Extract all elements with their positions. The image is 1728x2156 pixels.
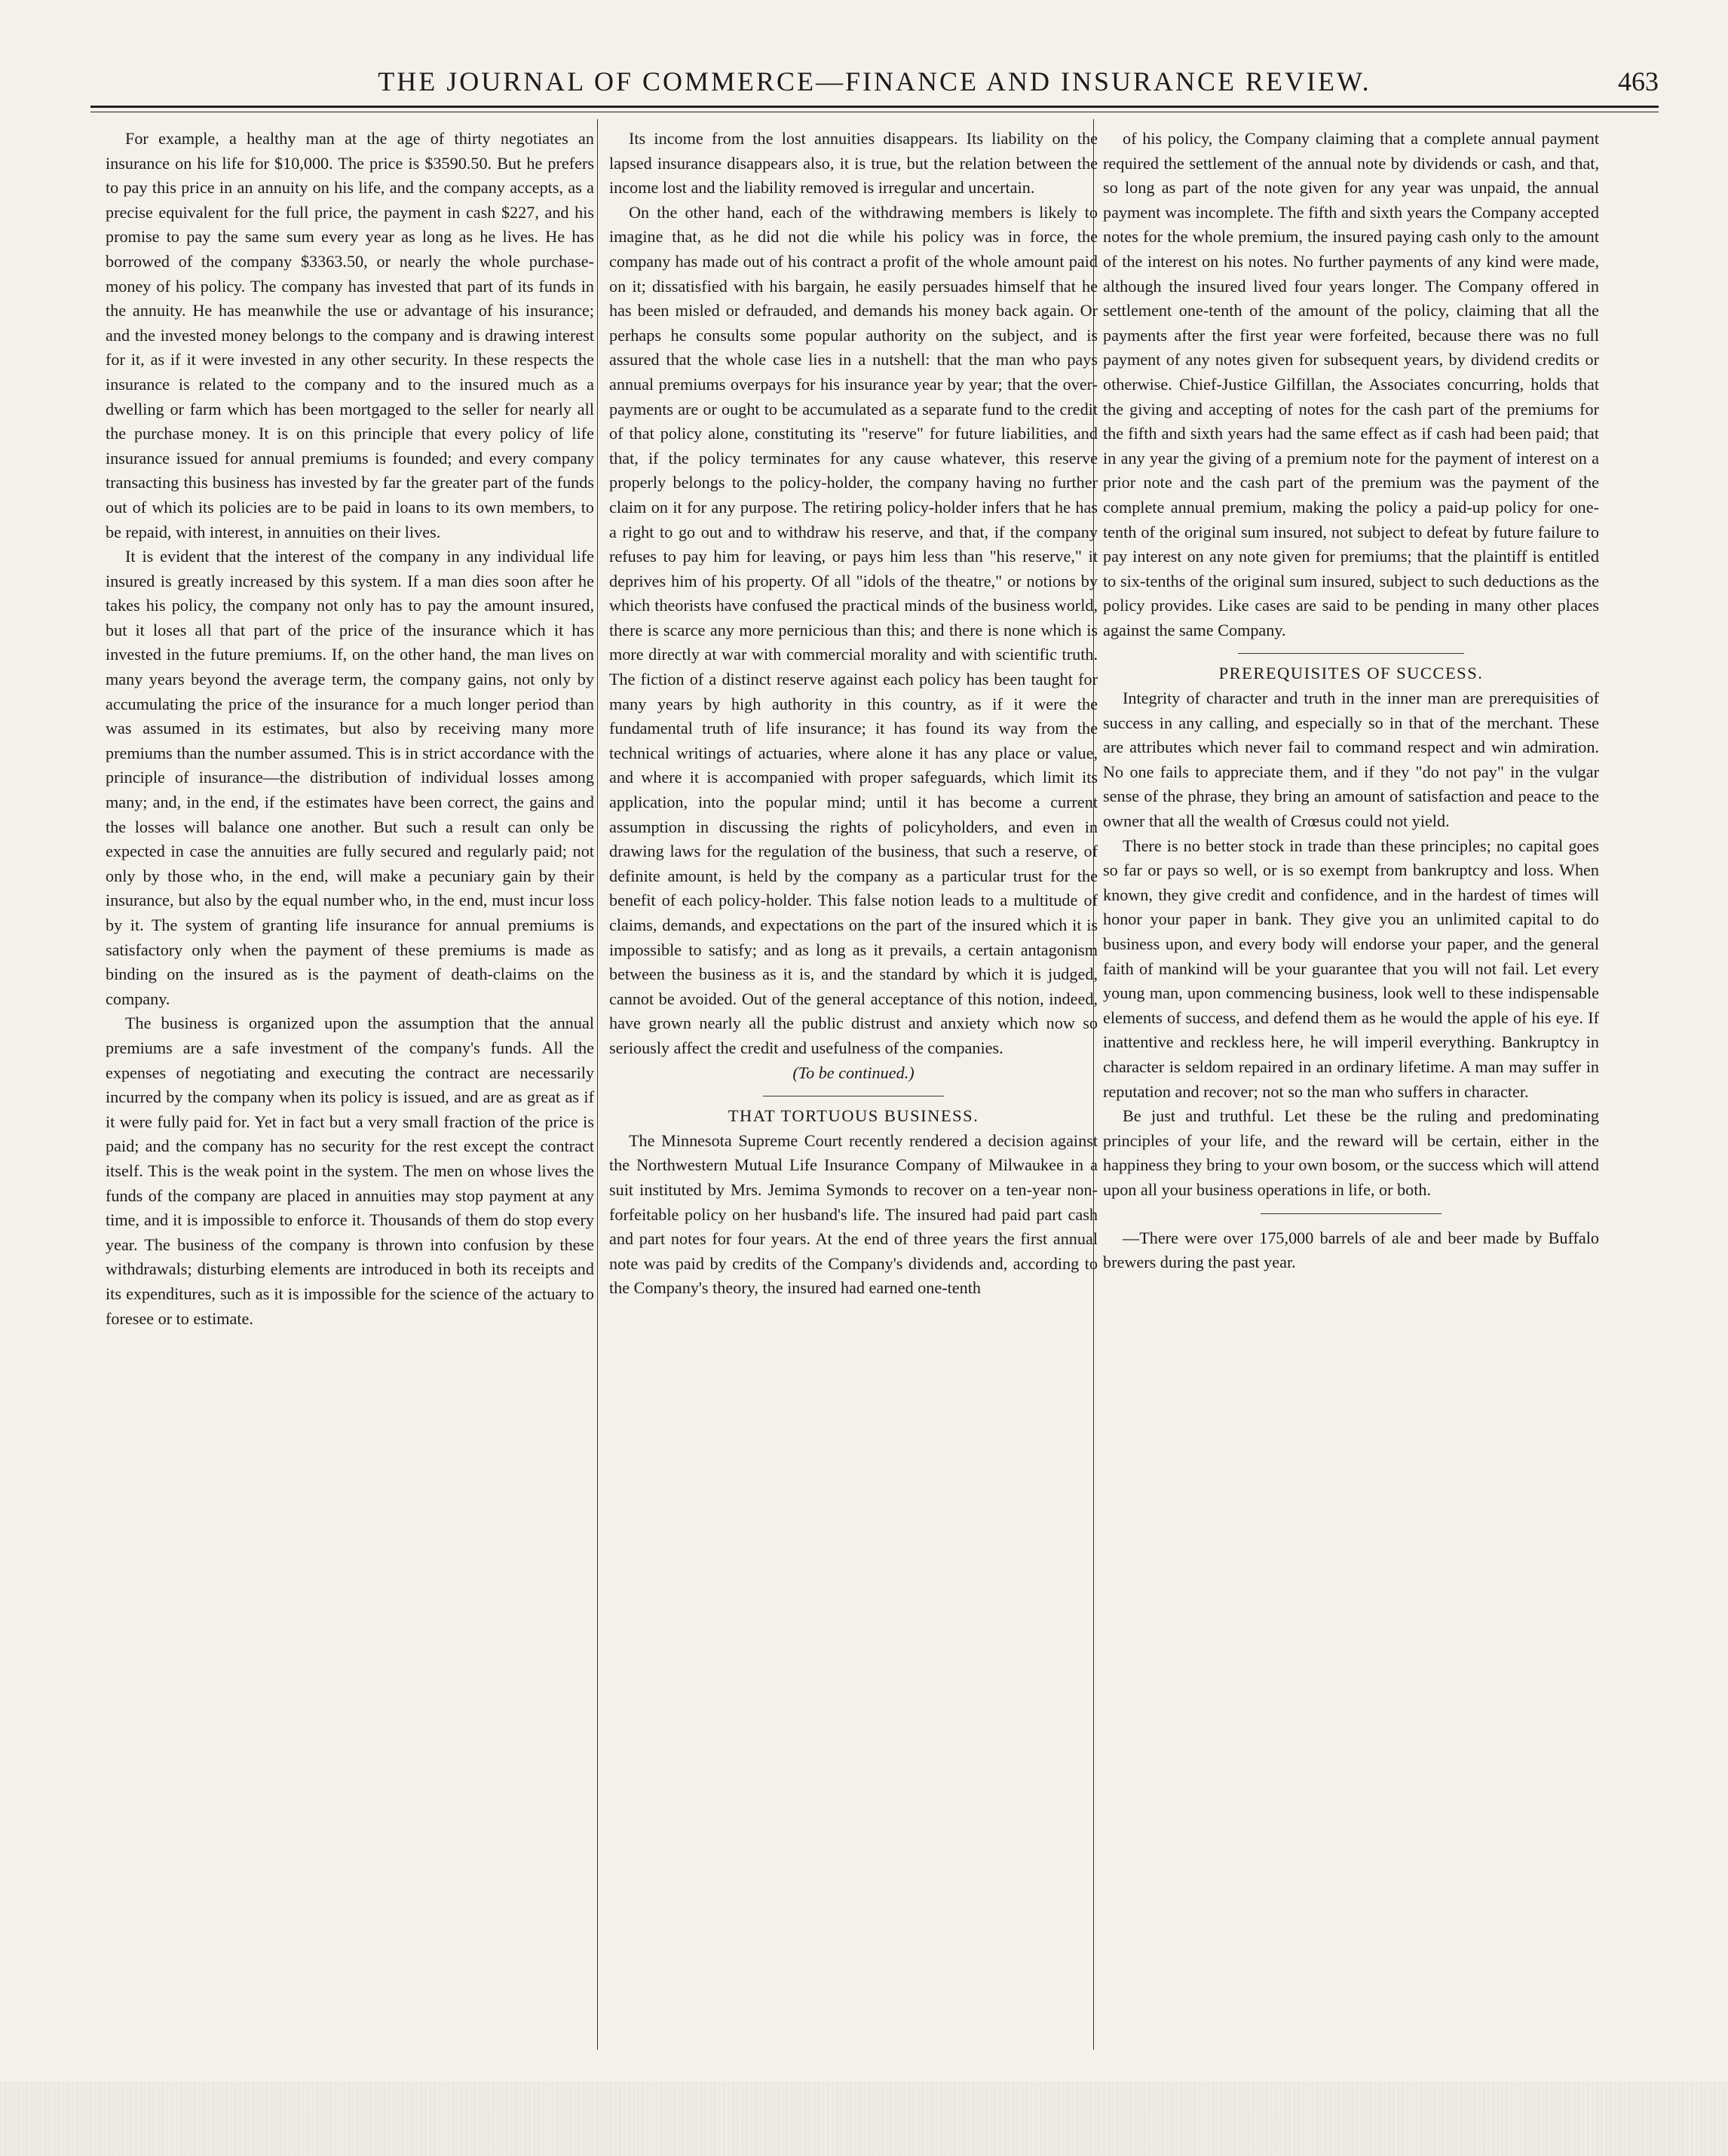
section-title-tortuous-business: THAT TORTUOUS BUSINESS. (728, 1106, 979, 1126)
header-rule (90, 106, 1659, 108)
to-be-continued: (To be continued.) (792, 1063, 915, 1082)
page-number: 463 (1618, 66, 1659, 97)
article-paragraph: The business is organized upon the assumption that the annual premiums are a safe investment of the company's funds. All the expenses of negotiating and executing the contract are necessarily incurred by the company when its policy is issued, and are as great as if it were fully paid for. Yet in fact but a very small fraction of the price is paid; and the company has no security for the rest except the contract itself. This is the weak point in the system. The men on whose lives the funds of the company are placed in annuities may stop payment at any time, and it is impossible to enforce it. Thousands of them do stop every year. The business of the company is thrown into confusion by these withdrawals; disturbing elements are introduced in both its receipts and its expenditures, such as it is impossible for the science of the actuary to foresee or to estimate. (106, 1014, 594, 1328)
section-title-prerequisites: PREREQUISITES OF SUCCESS. (1218, 664, 1484, 683)
column-1 (106, 127, 594, 2046)
article-paragraph: of his policy, the Company claiming that a complete annual payment required the settlement of the annual note by dividends or cash, and that, so long as part of the note given for any year was unpaid, the annual payment was incomplete. The fifth and sixth years the Company accepted notes for the whole premium, the insured paying cash only to the amount of the interest on his notes. No further payments of any kind were made, although the insured lived four years longer. The Company offered in settlement one-tenth of the amount of the policy, claiming that all the payments after the first year were forfeited, because there was no full payment of any notes given for subsequent years, by dividend credits or otherwise. Chief-Justice Gilfillan, the Associates concurring, holds that the giving and accepting of notes for the cash part of the premiums for the fifth and sixth years had the same effect as if cash had been paid; that in any year the giving of a premium note for the payment of interest on a prior note and the cash part of the premium was the payment of the complete annual premium, making the policy a paid-up policy for one-tenth of the original sum insured, not subject to defeat by future failure to pay interest on any note given for premiums; that the plaintiff is entitled to six-tenths of the original sum insured, subject to such deductions as the policy provides. Like cases are said to be pending in many other places against the same Company. (1103, 129, 1599, 639)
article-paragraph: Integrity of character and truth in the inner man are prerequisities of success in any calling, and especially so in that of the merchant. These are attributes which never fail to command respect and win admiration. No one fails to appreciate them, and if they "do not pay" in the vulgar sense of the phrase, they bring an amount of satisfaction and peace to the owner that all the wealth of Crœsus could not yield. (1103, 689, 1599, 831)
article-paragraph: Its income from the lost annuities disappears. Its liability on the lapsed insurance disappears also, it is true, but the relation between the income lost and the liability removed is irregular and uncertain. (609, 129, 1098, 198)
column-divider-1 (597, 119, 598, 2050)
article-paragraph: On the other hand, each of the withdrawing members is likely to imagine that, as he did not die while his policy was in force, the company has made out of his contract a profit of the whole amount paid on it; dissatisfied with his bargain, he easily persuades himself that he has been misled or defrauded, and demands his money back again. Or perhaps he consults some popular authority on the subject, and is assured that the whole case lies in a nutshell: that the man who pays annual premiums overpays for his insurance year by year; that the over-payments are or ought to be accumulated as a separate fund to the credit of that policy alone, constituting its "reserve" for future liabilities, and that, if the policy terminates for any cause whatever, this reserve properly belongs to the policy-holder, the company having no further claim on it for any purpose. The retiring policy-holder infers that he has a right to go out and to withdraw his reserve, and that, if the company refuses to pay him for leaving, or pays him less than "his reserve," it deprives him of his property. Of all "idols of the theatre," or notions by which theorists have confused the practical minds of the business world, there is scarce any more pernicious than this; and there is none which is more directly at war with commercial morality and with scientific truth. The fiction of a distinct reserve against each policy has been taught for many years by high authority in this country, as if it were the fundamental truth of life insurance; it has found its way from the technical writings of actuaries, where alone it has any place or value, and where it is accompanied with proper safeguards, which limit its application, into the popular mind; until it has become a current assumption in discussing the rights of policyholders, and even in drawing laws for the regulation of the business, that such a reserve, of definite amount, is held by the company as a particular trust for the benefit of each policy-holder. This false notion leads to a multitude of claims, demands, and expectations on the part of the insured which it is impossible to satisfy; and as long as it prevails, a certain antagonism between the business as it is, and the standard by which it is judged, cannot be avoided. Out of the general acceptance of this notion, indeed, have grown nearly all the public distrust and anxiety which now so seriously affect the credit and usefulness of the companies. (609, 202, 1098, 1057)
running-head: THE JOURNAL OF COMMERCE—FINANCE AND INSURANCE REVIEW. (378, 66, 1371, 97)
article-paragraph: Be just and truthful. Let these be the ruling and predominating principles of your life, and the reward will be certain, either in the happiness they bring to your own bosom, or the success which will attend upon all your business operations in life, or both. (1103, 1106, 1599, 1199)
section-rule (1261, 1213, 1442, 1214)
column-3 (1103, 127, 1599, 2046)
page-header (90, 59, 1659, 106)
section-rule (1238, 653, 1464, 654)
news-note: —There were over 175,000 barrels of ale and beer made by Buffalo brewers during the past year. (1103, 1228, 1599, 1272)
paper-edge-texture (0, 2081, 1728, 2156)
article-paragraph: There is no better stock in trade than these principles; no capital goes so far or pays so well, or is so exempt from bankruptcy and loss. When known, they give credit and confidence, and in the hardest of times will honor your paper in bank. They give you an unlimited capital to do business upon, and every body will endorse your paper, and the general faith of mankind will be your guarantee that you will not fail. Let every young man, upon commencing business, look well to these indispensable elements of success, and defend them as he would the apple of his eye. If inattentive and reckless here, he will imperil everything. Bankruptcy in character is seldom repaired in an ordinary lifetime. A man may suffer in reputation and recover; not so the man who suffers in character. (1103, 836, 1599, 1101)
article-paragraph: It is evident that the interest of the company in any individual life insured is greatly increased by this system. If a man dies soon after he takes his policy, the company not only has to pay the amount insured, but it loses all that part of the price of the insurance which it has invested in the future premiums. If, on the other hand, the man lives on many years beyond the average term, the company gains, not only by accumulating the price of the insurance for a much longer period than was assumed in its estimates, but also by receiving many more premiums than the number assumed. This is in strict accordance with the principle of insurance—the distribution of individual losses among many; and, in the end, if the estimates have been correct, the gains and the losses will balance one another. But such a result can only be expected in case the annuities are fully secured and regularly paid; not only by those who, in the end, will make a pecuniary gain by their insurance, but also by the equal number who, in the end, must incur loss by it. The system of granting life insurance for annual premiums is satisfactory only when the payment of these premiums is made as binding on the insured as is the payment of death-claims on the company. (106, 547, 594, 1008)
article-paragraph: For example, a healthy man at the age of thirty negotiates an insurance on his life for $10,000. The price is $3590.50. But he prefers to pay this price in an annuity on his life, and the company accepts, as a precise equivalent for the full price, the payment in cash $227, and his promise to pay the same sum every year as long as he lives. He has borrowed of the company $3363.50, or nearly the whole purchase-money of his policy. The company has invested that part of its funds in the annuity. He has meanwhile the use or advantage of his insurance; and the invested money belongs to the company and is drawing interest for it, as if it were invested in any other security. In these respects the insurance is related to the company and to the insured much as a dwelling or farm which has been mortgaged to the seller for nearly all the purchase money. It is on this principle that every policy of life insurance issued for annual premiums is founded; and every company transacting this business has invested by far the greater part of the funds out of which its policies are to be paid in loans to its own members, to be repaid, with interest, in annuities on their lives. (106, 129, 594, 541)
column-2 (609, 127, 1098, 2046)
article-paragraph: The Minnesota Supreme Court recently rendered a decision against the Northwestern Mutual Life Insurance Company of Milwaukee in a suit instituted by Mrs. Jemima Symonds to recover on a ten-year non-forfeitable policy on her husband's life. The insured had paid part cash and part notes for four years. At the end of three years the first annual note was paid by credits of the Company's dividends and, according to the Company's theory, the insured had earned one-tenth (609, 1130, 1098, 1298)
